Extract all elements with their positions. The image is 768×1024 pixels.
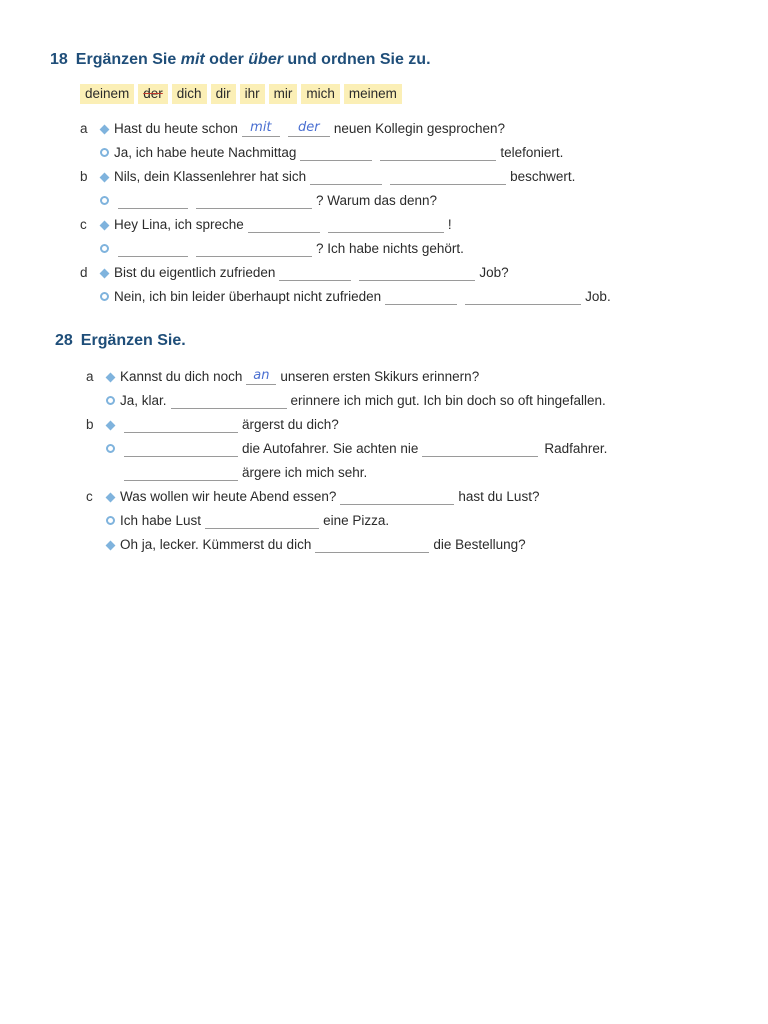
word-chip: dich [172, 84, 207, 104]
answer-blank[interactable] [310, 170, 382, 185]
answer-blank[interactable] [300, 146, 372, 161]
answer-blank[interactable] [248, 218, 320, 233]
answer-blank[interactable] [380, 146, 496, 161]
circle-icon [100, 510, 120, 532]
circle-icon [94, 238, 114, 260]
answer-blank[interactable] [124, 442, 238, 457]
answer-blank[interactable] [315, 538, 429, 553]
word-chip: mich [301, 84, 340, 104]
ex28-line-b2: die Autofahrer. Sie achten nie Radfahrer. [86, 438, 607, 460]
word-chip-used: der [138, 84, 168, 104]
circle-icon [100, 390, 120, 412]
ex18-line-b2: ? Warum das denn? [80, 190, 437, 212]
answer-blank[interactable] [340, 490, 454, 505]
answer-blank[interactable] [242, 119, 280, 137]
ex28-line-c3: Oh ja, lecker. Kümmerst du dich die Bestellung? [86, 534, 526, 556]
diamond-icon [94, 214, 114, 236]
answer-blank[interactable] [246, 367, 276, 385]
word-chip: deinem [80, 84, 134, 104]
answer-blank[interactable] [288, 119, 330, 137]
exercise-28-title: 28 Ergänzen Sie. [55, 332, 186, 349]
ex28-line-c1: c Was wollen wir heute Abend essen? hast du Lust? [86, 486, 539, 508]
circle-icon [100, 438, 120, 460]
circle-icon [94, 286, 114, 308]
answer-blank[interactable] [465, 290, 581, 305]
word-box [80, 84, 402, 104]
word-chip: ihr [240, 84, 265, 104]
answer-blank[interactable] [279, 266, 351, 281]
ex18-line-a2: Ja, ich habe heute Nachmittag telefoniert. [80, 142, 563, 164]
diamond-icon [94, 262, 114, 284]
ex28-line-c2: Ich habe Lust eine Pizza. [86, 510, 389, 532]
answer-blank[interactable] [359, 266, 475, 281]
answer-blank[interactable] [422, 442, 538, 457]
diamond-icon [94, 118, 114, 140]
ex18-line-d1: d Bist du eigentlich zufrieden Job? [80, 262, 509, 284]
answer-blank[interactable] [385, 290, 457, 305]
answer-blank[interactable] [118, 194, 188, 209]
handwritten-answer: an [253, 367, 270, 383]
word-chip: dir [211, 84, 236, 104]
answer-blank[interactable] [196, 242, 312, 257]
exercise-18-title: 18 Ergänzen Sie mit oder über und ordnen Sie zu. [50, 51, 431, 68]
diamond-icon [100, 414, 120, 436]
handwritten-answer: mit [250, 119, 272, 135]
word-chip: meinem [344, 84, 402, 104]
ex18-line-d2: Nein, ich bin leider überhaupt nicht zufrieden Job. [80, 286, 611, 308]
ex28-line-a2: Ja, klar. erinnere ich mich gut. Ich bin doch so oft hingefallen. [86, 390, 606, 412]
answer-blank[interactable] [328, 218, 444, 233]
handwritten-answer: der [298, 119, 320, 135]
circle-icon [94, 190, 114, 212]
ex28-line-b3: ärgere ich mich sehr. [86, 462, 367, 484]
diamond-icon [100, 534, 120, 556]
answer-blank[interactable] [171, 394, 287, 409]
ex18-line-b1: b Nils, dein Klassenlehrer hat sich beschwert. [80, 166, 575, 188]
answer-blank[interactable] [124, 466, 238, 481]
answer-blank[interactable] [390, 170, 506, 185]
ex18-line-a1: a Hast du heute schon mit der neuen Kollegin gesprochen? [80, 118, 505, 140]
ex28-line-b1: b ärgerst du dich? [86, 414, 339, 436]
ex18-line-c1: c Hey Lina, ich spreche ! [80, 214, 452, 236]
diamond-icon [100, 486, 120, 508]
answer-blank[interactable] [124, 418, 238, 433]
answer-blank[interactable] [205, 514, 319, 529]
answer-blank[interactable] [118, 242, 188, 257]
diamond-icon [94, 166, 114, 188]
word-chip: mir [269, 84, 298, 104]
circle-icon [94, 142, 114, 164]
answer-blank[interactable] [196, 194, 312, 209]
ex28-line-a1: a Kannst du dich noch an unseren ersten Skikurs erinnern? [86, 366, 479, 388]
ex18-line-c2: ? Ich habe nichts gehört. [80, 238, 464, 260]
diamond-icon [100, 366, 120, 388]
